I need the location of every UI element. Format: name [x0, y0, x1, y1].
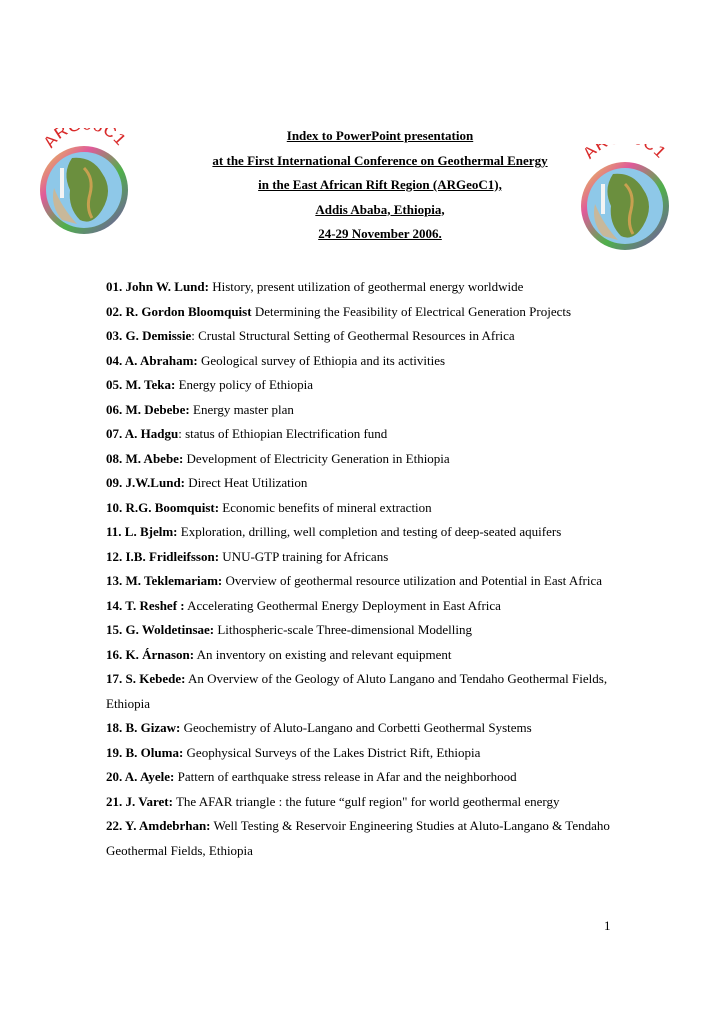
- presenter-name: 07. A. Hadgu: [106, 426, 179, 441]
- presentation-title: The AFAR triangle : the future “gulf region" for world geothermal energy: [172, 793, 560, 809]
- header-title: Index to PowerPoint presentation: [286, 128, 474, 143]
- presentation-title: : Crustal Structural Setting of Geothermal Resources in Africa: [191, 328, 515, 343]
- list-item: [106, 471, 626, 496]
- presenter-name: 10. R.G. Boomquist:: [106, 499, 220, 515]
- presentation-title: Overview of geothermal resource utilization and Potential in East Africa: [222, 573, 603, 588]
- presenter-name: 04. A. Abraham:: [106, 352, 198, 368]
- presentation-title: Well Testing & Reservoir Engineering Studies at Aluto-Langano & Tendaho Geothermal Fields, Ethiopia: [106, 818, 610, 858]
- presentation-title: Direct Heat Utilization: [185, 475, 308, 490]
- presenter-name: 02. R. Gordon Bloomquist: [106, 303, 252, 319]
- list-item: [106, 349, 626, 374]
- list-item: [106, 741, 626, 766]
- list-item: [106, 790, 626, 815]
- list-item: [106, 520, 626, 545]
- presenter-name: 17. S. Kebede:: [106, 671, 186, 686]
- presentation-title: Energy master plan: [189, 401, 294, 417]
- presentation-title: Geochemistry of Aluto-Langano and Corbetti Geothermal Systems: [180, 720, 532, 735]
- list-item: [106, 814, 626, 863]
- presenter-name: 05. M. Teka:: [106, 377, 176, 392]
- presentation-title: Accelerating Geothermal Energy Deployment in East Africa: [184, 597, 501, 613]
- presenter-name: 22. Y. Amdebrhan:: [106, 818, 211, 833]
- header-location: Addis Ababa, Ethiopia,: [315, 201, 445, 217]
- presenter-name: 09. J.W.Lund:: [106, 475, 185, 490]
- presentation-title: Energy policy of Ethiopia: [175, 377, 314, 392]
- presentation-title: Geophysical Surveys of the Lakes District Rift, Ethiopia: [183, 744, 481, 760]
- presenter-name: 20. A. Ayele:: [106, 769, 175, 784]
- presentation-title: An inventory on existing and relevant equipment: [194, 646, 452, 662]
- document-header: [140, 129, 620, 252]
- argeoc1-logo-left: [32, 128, 134, 238]
- list-item: [106, 594, 626, 619]
- list-item: [106, 716, 626, 741]
- header-dates: 24-29 November 2006.: [318, 226, 442, 241]
- presentation-title: : status of Ethiopian Electrification fund: [178, 426, 388, 441]
- presenter-name: 08. M. Abebe:: [106, 450, 184, 466]
- presentation-title: Pattern of earthquake stress release in Afar and the neighborhood: [174, 769, 517, 784]
- presenter-name: 13. M. Teklemariam:: [106, 573, 223, 588]
- presentation-title: Economic benefits of mineral extraction: [219, 499, 432, 515]
- presenter-name: 11. L. Bjelm:: [106, 524, 178, 539]
- presenter-name: 21. J. Varet:: [106, 793, 173, 809]
- list-item: [106, 398, 626, 423]
- presenter-name: 14. T. Reshef :: [106, 597, 185, 613]
- presenter-name: 18. B. Gizaw:: [106, 720, 181, 735]
- presentation-title: Lithospheric-scale Three-dimensional Modelling: [214, 622, 472, 637]
- presentation-title: Development of Electricity Generation in Ethiopia: [183, 450, 450, 466]
- list-item: [106, 447, 626, 472]
- presenter-name: 06. M. Debebe:: [106, 401, 190, 417]
- list-item: [106, 373, 626, 398]
- presentation-title: Determining the Feasibility of Electrical Generation Projects: [251, 303, 572, 319]
- page-number: 1: [604, 918, 611, 933]
- list-item: [106, 618, 626, 643]
- list-item: [106, 545, 626, 570]
- presentation-title: An Overview of the Geology of Aluto Langano and Tendaho Geothermal Fields, Ethiopia: [106, 671, 608, 711]
- presenter-name: 19. B. Oluma:: [106, 744, 184, 760]
- logo-text: AR C1: [39, 128, 130, 153]
- list-item: [106, 643, 626, 668]
- presentation-title: History, present utilization of geothermal energy worldwide: [208, 279, 524, 294]
- list-item: [106, 496, 626, 521]
- presenter-name: 12. I.B. Fridleifsson:: [106, 548, 220, 564]
- list-item: [106, 300, 626, 325]
- presentation-title: Exploration, drilling, well completion and testing of deep-seated aquifers: [177, 524, 562, 539]
- list-item: [106, 765, 626, 790]
- header-conference: at the First International Conference on Geothermal Energy: [212, 152, 548, 168]
- list-item: [106, 569, 626, 594]
- presentation-title: Geological survey of Ethiopia and its activities: [197, 352, 446, 368]
- list-item: [106, 275, 626, 300]
- header-region: in the East African Rift Region (ARGeoC1),: [258, 177, 502, 192]
- list-item: [106, 324, 626, 349]
- list-item: [106, 667, 626, 716]
- logo-text: A C1: [578, 144, 670, 164]
- presentation-title: UNU-GTP training for Africans: [219, 548, 389, 564]
- presenter-name: 01. John W. Lund:: [106, 279, 209, 294]
- presenter-name: 03. G. Demissie: [106, 328, 192, 343]
- presenter-name: 16. K. Árnason:: [106, 646, 195, 662]
- presentation-list: [106, 275, 626, 863]
- list-item: [106, 422, 626, 447]
- presenter-name: 15. G. Woldetinsae:: [106, 622, 215, 637]
